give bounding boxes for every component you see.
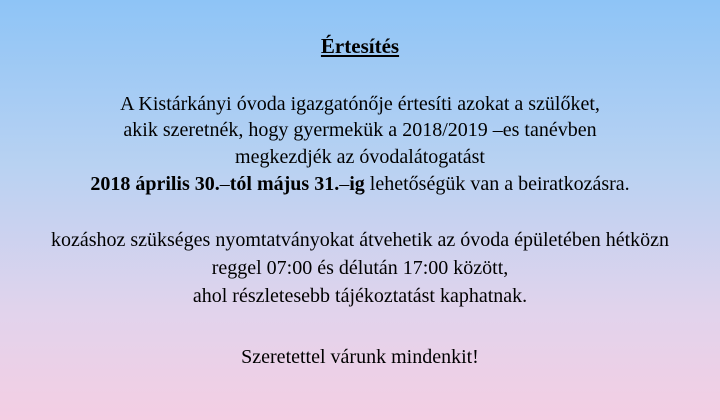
notice-line-3: megkezdjék az óvodalátogatást [235,146,485,168]
date-separator-1: – [219,173,230,195]
forms-line-3: ahol részletesebb tájékoztatást kaphatnak. [192,285,528,307]
notice-line-2: akik szeretnék, hogy gyermekük a 2018/2019 –es tanévben [123,119,597,141]
enrollment-date-suffix: ig [349,173,365,195]
enrollment-date-rest: lehetőségük van a beiratkozásra. [364,173,630,195]
enrollment-date-line [90,172,629,196]
enrollment-date-from: 2018 április 30. [90,173,220,195]
forms-line-2: reggel 07:00 és délután 17:00 között, [211,257,509,279]
enrollment-date-to: tól május 31. [229,173,340,195]
date-separator-2: – [339,173,350,195]
notice-title: Értesítés [320,34,400,58]
notice-line-1: A Kistárkányi óvoda igazgatónője értesíti azokat a szülőket, [120,93,600,115]
closing-line: Szeretettel várunk mindenkit! [241,346,479,368]
forms-line-1: kozáshoz szükséges nyomtatványokat átvehetik az óvoda épületében hétközn [50,229,670,251]
